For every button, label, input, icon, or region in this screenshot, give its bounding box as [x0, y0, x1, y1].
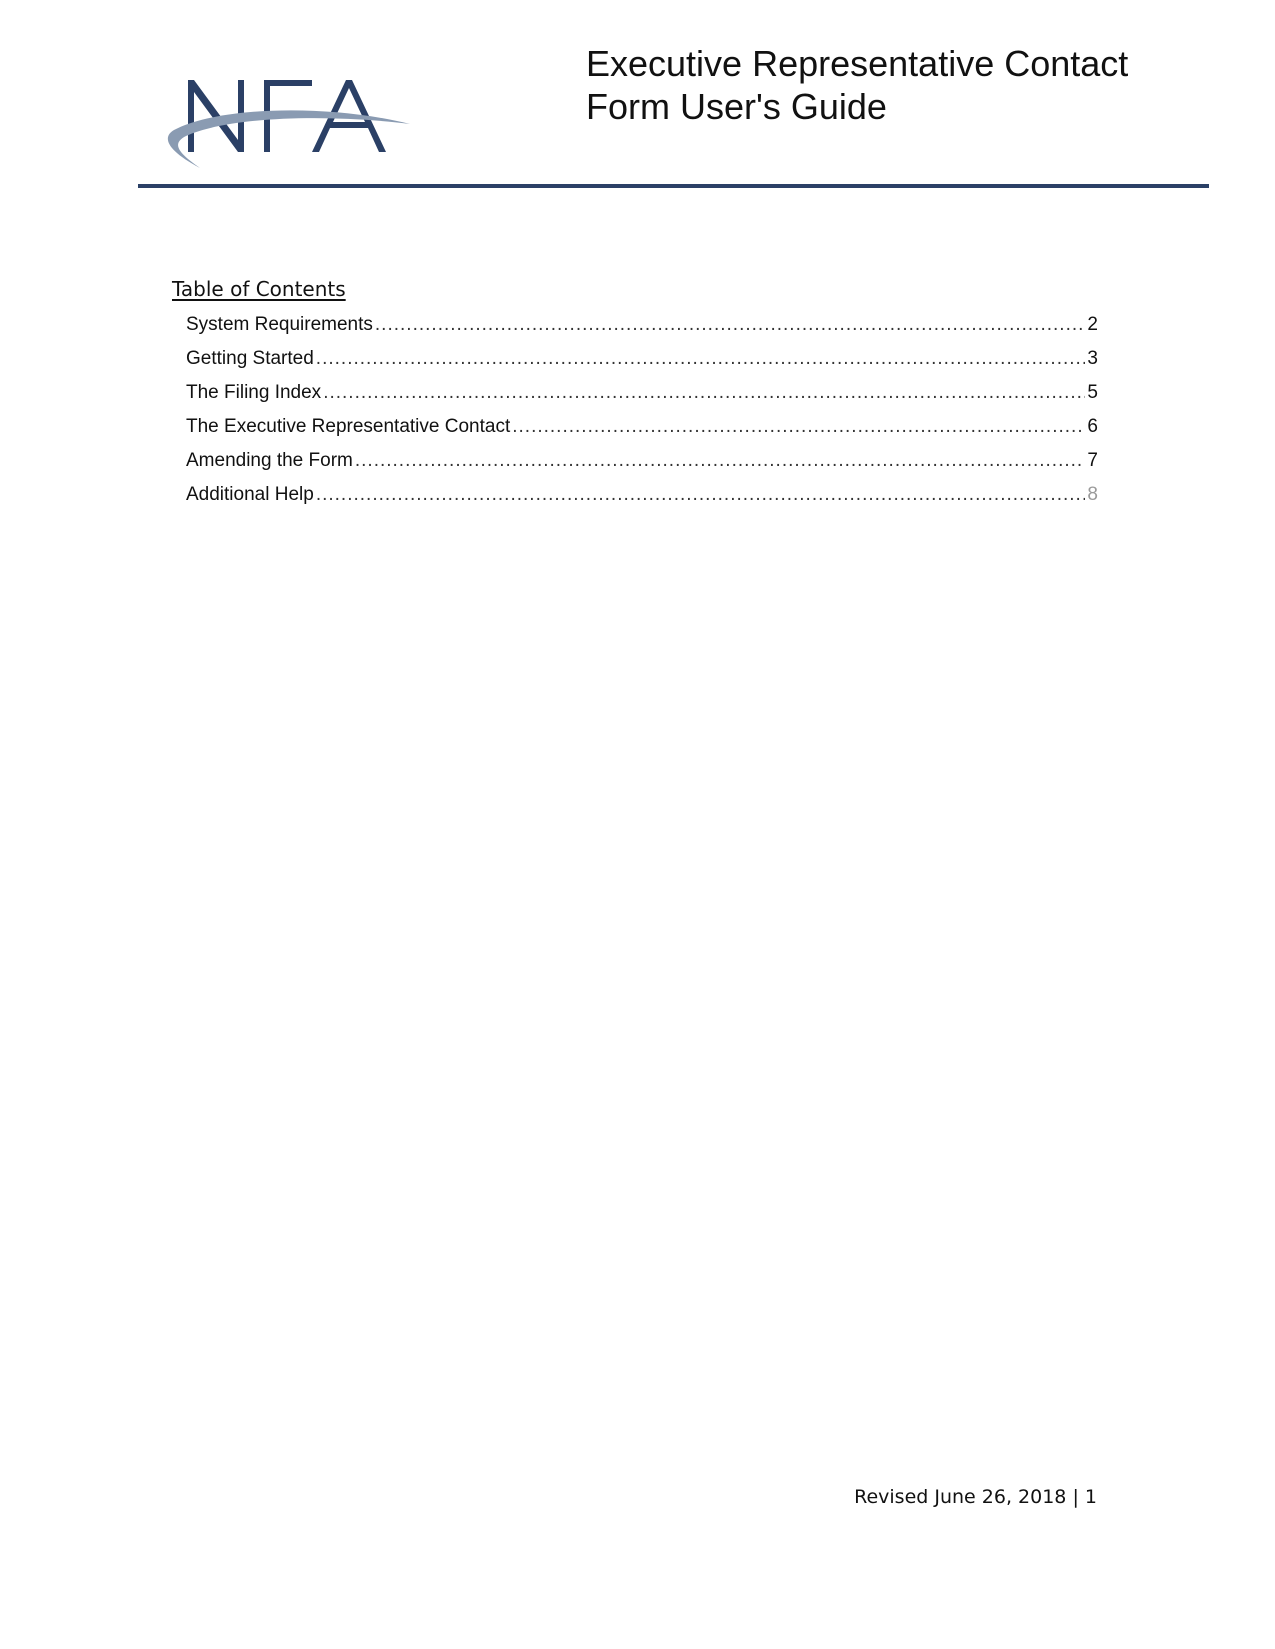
toc-item-page-highlighted: 8	[1087, 484, 1098, 505]
toc-item-executive-representative-contact[interactable]	[186, 416, 1098, 450]
toc-item-page: 3	[1087, 348, 1098, 369]
header-divider	[138, 184, 1209, 188]
toc-item-page: 2	[1087, 314, 1098, 335]
toc-item-additional-help[interactable]	[186, 484, 1098, 518]
toc-item-getting-started[interactable]	[186, 348, 1098, 382]
toc-dot-leader	[512, 416, 1085, 438]
revision-date: Revised June 26, 2018	[854, 1486, 1067, 1508]
toc-item-filing-index[interactable]	[186, 382, 1098, 416]
document-title	[586, 42, 1128, 128]
toc-item-label: The Filing Index	[186, 382, 322, 403]
toc-item-label: Additional Help	[186, 484, 314, 505]
toc-item-label: Amending the Form	[186, 450, 353, 471]
footer-separator: |	[1072, 1486, 1079, 1508]
toc-item-label: System Requirements	[186, 314, 373, 335]
document-title-line-1: Executive Representative Contact	[586, 43, 1129, 84]
nfa-logo	[160, 64, 430, 176]
toc-dot-leader	[316, 484, 1086, 506]
toc-item-system-requirements[interactable]	[186, 314, 1098, 348]
toc-item-page: 7	[1087, 450, 1098, 471]
toc-item-label: Getting Started	[186, 348, 314, 369]
toc-item-page: 6	[1087, 416, 1098, 437]
toc-heading: Table of Contents	[172, 277, 346, 301]
document-title-line-2: Form User's Guide	[586, 86, 887, 127]
toc-dot-leader	[375, 314, 1086, 336]
toc-item-page: 5	[1087, 382, 1098, 403]
page-footer	[854, 1486, 1097, 1508]
page-number: 1	[1084, 1486, 1097, 1508]
table-of-contents	[186, 314, 1098, 518]
toc-item-label: The Executive Representative Contact	[186, 416, 511, 437]
toc-item-amending-the-form[interactable]	[186, 450, 1098, 484]
toc-dot-leader	[323, 382, 1085, 404]
toc-dot-leader	[316, 348, 1086, 370]
toc-dot-leader	[355, 450, 1086, 472]
